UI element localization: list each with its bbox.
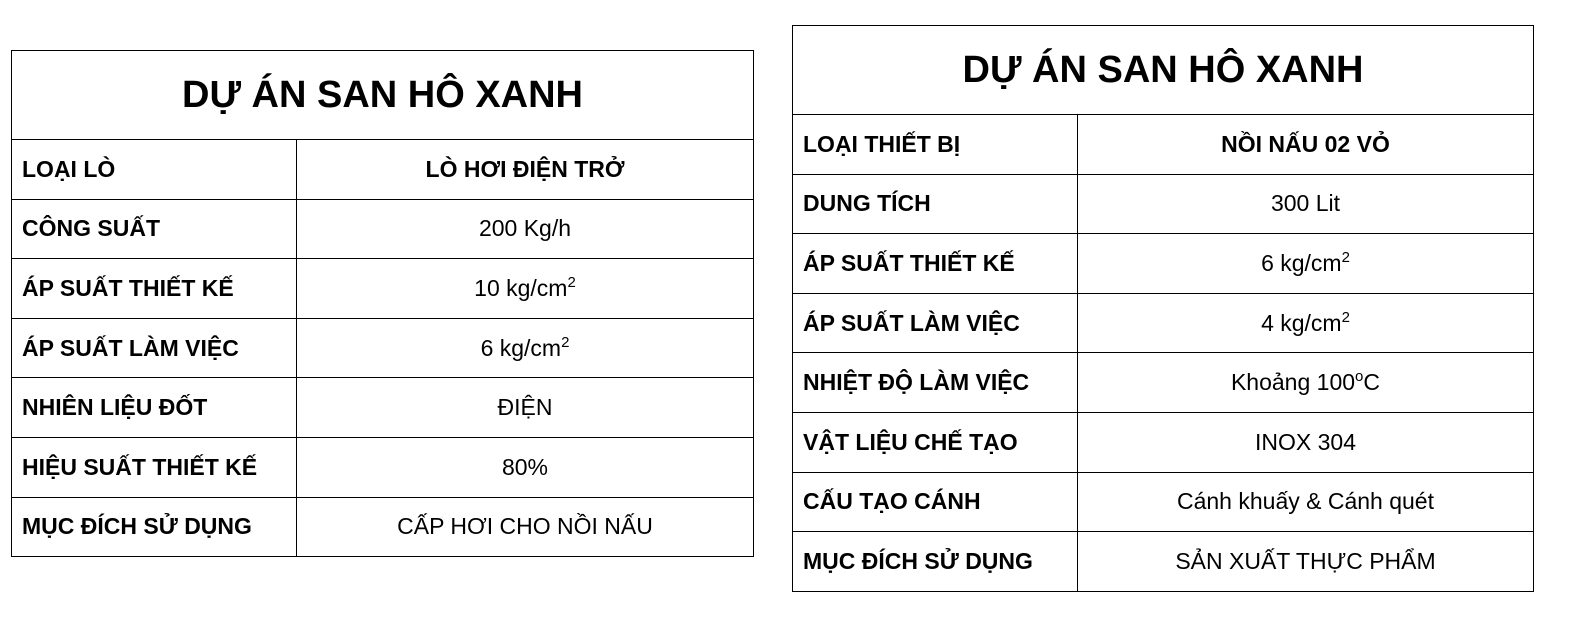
working-pressure-number: 6 kg/cm (480, 334, 562, 361)
design-pressure-value (297, 259, 754, 319)
working-pressure-label: ÁP SUẤT LÀM VIỆC (12, 318, 297, 378)
design-pressure-value (1078, 234, 1534, 294)
table-row (12, 199, 754, 259)
fuel-value: ĐIỆN (297, 378, 754, 438)
equipment-type-label: LOẠI THIẾT BỊ (793, 115, 1078, 175)
working-pressure-label: ÁP SUẤT LÀM VIỆC (793, 293, 1078, 353)
table-row (793, 115, 1534, 175)
volume-label: DUNG TÍCH (793, 174, 1078, 234)
table-row (793, 234, 1534, 294)
capacity-label: CÔNG SUẤT (12, 199, 297, 259)
purpose-value: SẢN XUẤT THỰC PHẨM (1078, 532, 1534, 592)
superscript: 2 (561, 333, 570, 351)
superscript: 2 (567, 273, 576, 291)
design-pressure-label: ÁP SUẤT THIẾT KẾ (793, 234, 1078, 294)
table-row (12, 378, 754, 438)
table-title-row (12, 51, 754, 140)
table-title: DỰ ÁN SAN HÔ XANH (793, 26, 1534, 115)
table-title-row (793, 26, 1534, 115)
superscript: 2 (1341, 248, 1350, 266)
table-row (793, 174, 1534, 234)
boiler-type-value: LÒ HƠI ĐIỆN TRỞ (297, 140, 754, 200)
working-pressure-number: 4 kg/cm (1261, 309, 1342, 336)
working-temperature-label: NHIỆT ĐỘ LÀM VIỆC (793, 353, 1078, 413)
design-pressure-label: ÁP SUẤT THIẾT KẾ (12, 259, 297, 319)
temperature-unit: C (1363, 369, 1381, 396)
table-row (793, 412, 1534, 472)
purpose-label: MỤC ĐÍCH SỬ DỤNG (12, 497, 297, 557)
volume-value: 300 Lit (1078, 174, 1534, 234)
table-row (793, 472, 1534, 532)
capacity-value: 200 Kg/h (297, 199, 754, 259)
table-row (793, 353, 1534, 413)
material-value: INOX 304 (1078, 412, 1534, 472)
purpose-label: MỤC ĐÍCH SỬ DỤNG (793, 532, 1078, 592)
material-label: VẬT LIỆU CHẾ TẠO (793, 412, 1078, 472)
table-row (12, 259, 754, 319)
design-efficiency-label: HIỆU SUẤT THIẾT KẾ (12, 437, 297, 497)
table-row (12, 437, 754, 497)
equipment-type-value: NỒI NẤU 02 VỎ (1078, 115, 1534, 175)
superscript: 2 (1341, 308, 1350, 326)
table-row (12, 497, 754, 557)
blade-structure-value: Cánh khuấy & Cánh quét (1078, 472, 1534, 532)
kettle-spec-table (792, 25, 1534, 592)
boiler-spec-table (11, 50, 754, 557)
working-pressure-value (1078, 293, 1534, 353)
working-temperature-value (1078, 353, 1534, 413)
design-efficiency-value: 80% (297, 437, 754, 497)
degree-superscript: o (1355, 368, 1364, 386)
working-pressure-value (297, 318, 754, 378)
blade-structure-label: CẤU TẠO CÁNH (793, 472, 1078, 532)
design-pressure-number: 6 kg/cm (1261, 249, 1342, 276)
table-row (793, 293, 1534, 353)
table-row (12, 140, 754, 200)
table-row (12, 318, 754, 378)
fuel-label: NHIÊN LIỆU ĐỐT (12, 378, 297, 438)
table-row (793, 532, 1534, 592)
boiler-type-label: LOẠI LÒ (12, 140, 297, 200)
purpose-value: CẤP HƠI CHO NỒI NẤU (297, 497, 754, 557)
table-title: DỰ ÁN SAN HÔ XANH (12, 51, 754, 140)
design-pressure-number: 10 kg/cm (474, 274, 568, 301)
working-temperature-number: Khoảng 100 (1230, 369, 1356, 396)
